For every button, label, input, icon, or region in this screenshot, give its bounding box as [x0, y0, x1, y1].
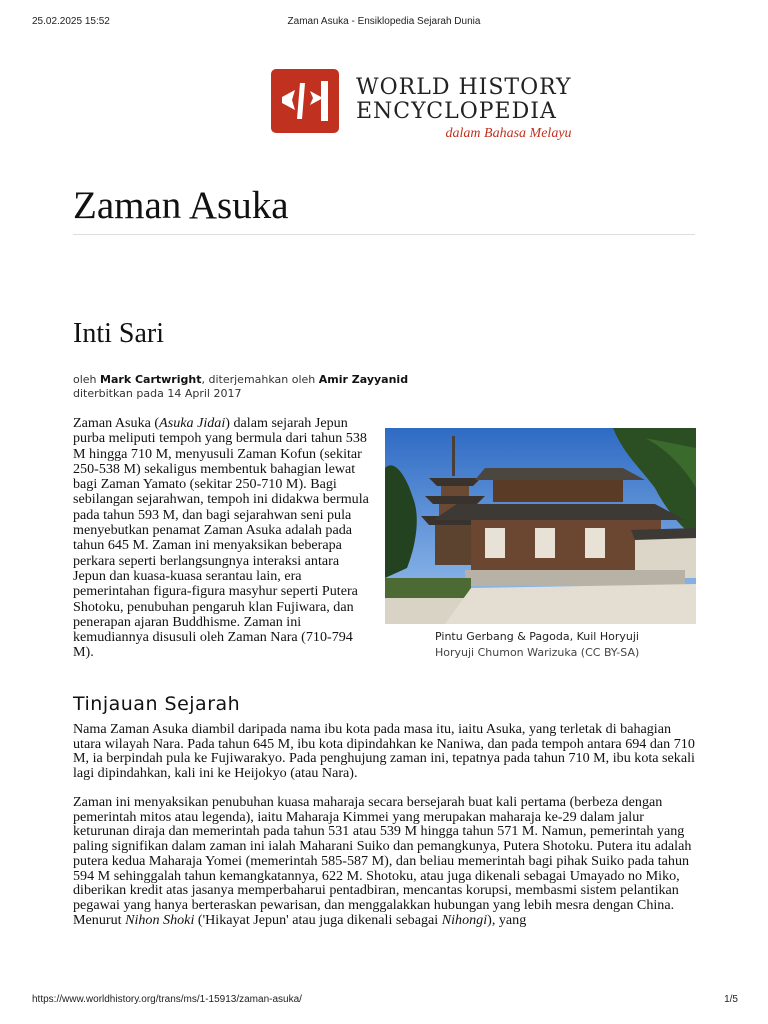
- print-doc-title: Zaman Asuka - Ensiklopedia Sejarah Dunia: [287, 16, 481, 27]
- history-heading: Tinjauan Sejarah: [73, 693, 241, 715]
- author-link[interactable]: Mark Cartwright: [100, 373, 202, 386]
- translator-link[interactable]: Amir Zayyanid: [318, 373, 409, 386]
- intro-text-a: Zaman Asuka (: [73, 415, 160, 431]
- intro-text-b: ) dalam sejarah Jepun purba meliputi tempoh yang bermula dari tahun 538 M hingga 710 M, menyusuli Zaman Kofun (sekitar 250-538 M) sekaligus membentuk bahagian lewat bagi Zaman Yamato (sekitar 250-710 M). Bagi sebilangan sejarahwan, tempoh ini didakwa bermula pada tahun 593 M, dan bagi sejarahwan seni pula menyebutkan penamat Zaman Asuka adalah pada tahun 645 M. Zaman ini menyaksikan beberapa perkara seperti berlangsungnya interaksi antara Jepun dan kuasa-kuasa serantau lain, era pemerintahan figura-figura masyhur seperti Putera Shotoku, penubuhan pengaruh klan Fujiwara, dan penerapan ajaran Buddhisme. Zaman ini kemudiannya disusuli oleh Zaman Nara (710-794 M).: [73, 415, 369, 661]
- site-logo[interactable]: [271, 69, 572, 142]
- photo-caption: [435, 629, 639, 661]
- caption-credit[interactable]: Horyuji Chumon Warizuka (CC BY-SA): [435, 646, 640, 659]
- print-url: https://www.worldhistory.org/trans/ms/1-15913/zaman-asuka/: [32, 994, 302, 1005]
- para2-text-b: ('Hikayat Jepun' atau juga dikenali sebagai: [194, 911, 442, 928]
- para2-text-c: ), yang: [487, 911, 527, 928]
- para2-italic-b: Nihongi: [441, 911, 488, 928]
- logo-title-line2: ENCYCLOPEDIA: [356, 99, 557, 124]
- intro-paragraph: [73, 416, 373, 661]
- title-divider: [73, 234, 695, 235]
- byline-by-prefix: oleh: [73, 373, 101, 386]
- summary-heading: Inti Sari: [73, 318, 164, 349]
- logo-mark-icon: [271, 69, 339, 133]
- article-title: Zaman Asuka: [73, 184, 289, 227]
- para2-text-a: Zaman ini menyaksikan penubuhan kuasa maharaja secara bersejarah buat kali pertama (berbeza dengan pemerintah mitos atau legenda), iaitu Maharaja Kimmei yang merupakan maharaja ke-29 dalam jalur keturunan diraja dan memerintah pada tahun 531 atau 539 M hingga tahun 571 M. Namun, pemerintah yang paling signifikan dalam zaman ini ialah Maharani Suiko dan pemangkunya, Putera Shotoku. Putera itu adalah putera kedua Maharaja Yomei (memerintah 585-587 M), dan beliau memerintah bagi pihak Suiko pada tahun 594 M sehinggalah tahun kemangkatannya, 622 M. Shotoku, atau juga dikenali sebagai Umayado no Miko, diberikan kredit atas jasanya memperbaharui pentadbiran, mencantas korupsi, membasmi sistem pelantikan pegawai yang hanya berteraskan pewarisan, dan menggalakkan hubungan yang lebih mesra dengan China. Menurut: [73, 794, 692, 928]
- caption-title: Pintu Gerbang & Pagoda, Kuil Horyuji: [435, 630, 639, 643]
- history-paragraph-2: [73, 795, 696, 927]
- byline-translated-prefix: , diterjemahkan oleh: [201, 373, 319, 386]
- byline: [73, 373, 408, 401]
- logo-title-line1: WORLD HISTORY: [356, 75, 572, 100]
- history-paragraph-1: Nama Zaman Asuka diambil daripada nama ibu kota pada masa itu, iaitu Asuka, yang terletak di bahagian utara wilayah Nara. Pada tahun 645 M, ibu kota dipindahkan ke Naniwa, dan pada tempoh antara 694 dan 710 M, ia berpindah pula ke Fujiwarakyo. Pada penghujung zaman ini, tepatnya pada tahun 710 M, ibu kota sekali lagi dipindahkan, kali ini ke Heijokyo (atau Nara).: [73, 721, 695, 782]
- intro-italic-term: Asuka Jidai: [159, 415, 226, 431]
- print-datetime: 25.02.2025 15:52: [32, 16, 110, 27]
- temple-photo[interactable]: [385, 428, 696, 624]
- page-number: 1/5: [724, 994, 738, 1005]
- para2-italic-a: Nihon Shoki: [125, 911, 195, 928]
- publish-date: diterbitkan pada 14 April 2017: [73, 387, 242, 400]
- logo-subtitle: dalam Bahasa Melayu: [445, 126, 572, 141]
